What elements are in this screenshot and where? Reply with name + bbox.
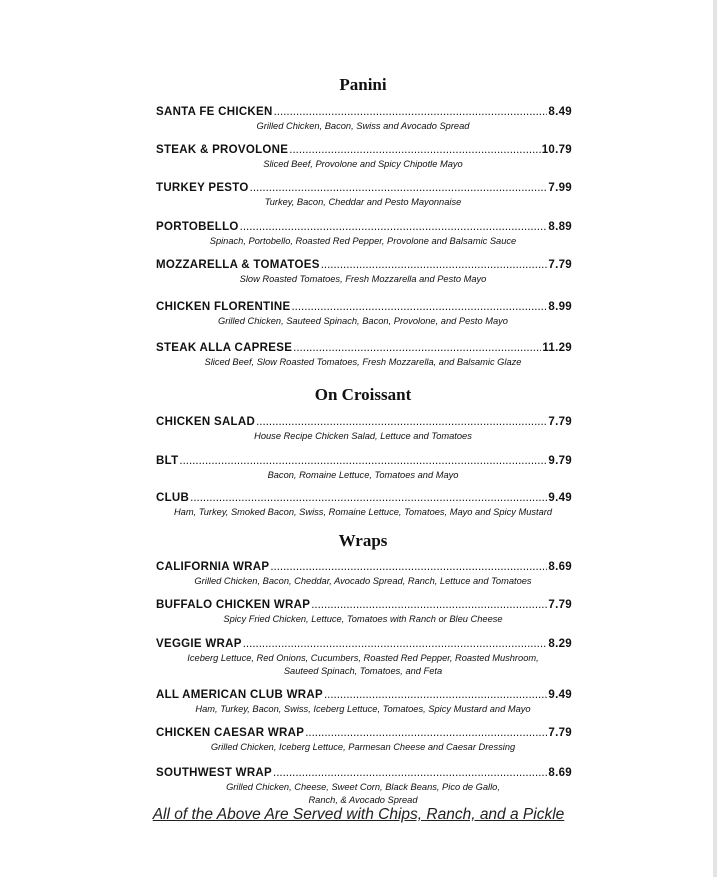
- item-price: 11.29: [542, 342, 572, 354]
- item-description: Bacon, Romaine Lettuce, Tomatoes and Mayo: [267, 470, 459, 480]
- menu-item-blt: [150, 455, 576, 482]
- section-title-wraps: Wraps: [338, 531, 388, 550]
- item-price: 8.49: [548, 106, 572, 118]
- item-description: Grilled Chicken, Bacon, Cheddar, Avocado Spread, Ranch, Lettuce and Tomatoes: [194, 576, 532, 586]
- item-price: 7.99: [548, 182, 572, 194]
- page-edge: [713, 0, 717, 877]
- item-description: Iceberg Lettuce, Red Onions, Cucumbers, Roasted Red Pepper, Roasted Mushroom,: [187, 653, 539, 663]
- dot-leader: [256, 416, 547, 428]
- dot-leader: [190, 492, 547, 504]
- item-price: 7.79: [548, 259, 572, 271]
- item-name: SANTA FE CHICKEN: [156, 106, 273, 118]
- item-price: 9.49: [548, 492, 572, 504]
- item-price: 7.79: [548, 416, 572, 428]
- item-name: CHICKEN FLORENTINE: [156, 301, 291, 313]
- menu-item-club: [150, 492, 576, 519]
- item-description: House Recipe Chicken Salad, Lettuce and Tomatoes: [254, 431, 472, 441]
- item-name: TURKEY PESTO: [156, 182, 249, 194]
- item-price: 8.89: [548, 221, 572, 233]
- item-description: Slow Roasted Tomatoes, Fresh Mozzarella and Pesto Mayo: [239, 274, 487, 284]
- dot-leader: [291, 301, 547, 313]
- item-price: 7.79: [548, 599, 572, 611]
- menu-item-portobello: [150, 221, 576, 248]
- menu-item-veggie-wrap: [150, 638, 576, 678]
- menu-item-steak-alla-caprese: [150, 342, 576, 369]
- section-title-on-croissant: On Croissant: [314, 385, 412, 404]
- item-name: MOZZARELLA & TOMATOES: [156, 259, 320, 271]
- item-description: Turkey, Bacon, Cheddar and Pesto Mayonnaise: [264, 197, 462, 207]
- item-description: Grilled Chicken, Bacon, Swiss and Avocado Spread: [256, 121, 470, 131]
- item-name: CHICKEN CAESAR WRAP: [156, 727, 305, 739]
- item-name: VEGGIE WRAP: [156, 638, 242, 650]
- item-description: Grilled Chicken, Iceberg Lettuce, Parmesan Cheese and Caesar Dressing: [210, 742, 516, 752]
- item-name: CLUB: [156, 492, 190, 504]
- dot-leader: [321, 259, 548, 271]
- menu-item-chicken-salad: [150, 416, 576, 443]
- item-description: Sliced Beef, Slow Roasted Tomatoes, Fresh Mozzarella, and Balsamic Glaze: [204, 357, 522, 367]
- item-price: 8.29: [548, 638, 572, 650]
- item-name: STEAK ALLA CAPRESE: [156, 342, 293, 354]
- item-price: 7.79: [548, 727, 572, 739]
- dot-leader: [240, 221, 548, 233]
- dot-leader: [324, 689, 547, 701]
- item-name: STEAK & PROVOLONE: [156, 144, 289, 156]
- dot-leader: [250, 182, 548, 194]
- menu-item-california-wrap: [150, 561, 576, 588]
- item-description: Grilled Chicken, Cheese, Sweet Corn, Black Beans, Pico de Gallo,: [226, 782, 500, 792]
- item-description: Ham, Turkey, Bacon, Swiss, Iceberg Lettuce, Tomatoes, Spicy Mustard and Mayo: [195, 704, 531, 714]
- item-description-continued: Ranch, & Avocado Spread: [308, 795, 418, 805]
- dot-leader: [274, 106, 548, 118]
- item-price: 8.69: [548, 767, 572, 779]
- dot-leader: [270, 561, 547, 573]
- menu-item-southwest-wrap: [150, 767, 576, 807]
- item-price: 8.99: [548, 301, 572, 313]
- dot-leader: [289, 144, 540, 156]
- item-name: CHICKEN SALAD: [156, 416, 256, 428]
- menu-item-buffalo-chicken-wrap: [150, 599, 576, 626]
- menu-item-all-american-club-wrap: [150, 689, 576, 716]
- dot-leader: [243, 638, 548, 650]
- item-name: BLT: [156, 455, 179, 467]
- item-description: Ham, Turkey, Smoked Bacon, Swiss, Romaine Lettuce, Tomatoes, Mayo and Spicy Mustard: [173, 507, 553, 517]
- menu-item-steak-provolone: [150, 144, 576, 171]
- item-description: Sliced Beef, Provolone and Spicy Chipotle Mayo: [263, 159, 463, 169]
- menu-item-chicken-caesar-wrap: [150, 727, 576, 754]
- footer-note: All of the Above Are Served with Chips, Ranch, and a Pickle: [152, 806, 565, 823]
- item-price: 10.79: [541, 144, 572, 156]
- item-name: CALIFORNIA WRAP: [156, 561, 270, 573]
- item-name: ALL AMERICAN CLUB WRAP: [156, 689, 323, 701]
- dot-leader: [305, 727, 547, 739]
- item-name: SOUTHWEST WRAP: [156, 767, 272, 779]
- menu-item-turkey-pesto: [150, 182, 576, 209]
- item-description: Grilled Chicken, Sauteed Spinach, Bacon, Provolone, and Pesto Mayo: [218, 316, 508, 326]
- dot-leader: [273, 767, 547, 779]
- item-price: 9.49: [548, 689, 572, 701]
- item-name: BUFFALO CHICKEN WRAP: [156, 599, 311, 611]
- item-description-continued: Sauteed Spinach, Tomatoes, and Feta: [283, 666, 443, 676]
- dot-leader: [293, 342, 541, 354]
- item-description: Spicy Fried Chicken, Lettuce, Tomatoes with Ranch or Bleu Cheese: [223, 614, 503, 624]
- menu-item-santa-fe-chicken: [150, 106, 576, 133]
- dot-leader: [311, 599, 547, 611]
- menu-item-mozzarella-tomatoes: [150, 259, 576, 286]
- item-description: Spinach, Portobello, Roasted Red Pepper, Provolone and Balsamic Sauce: [209, 236, 517, 246]
- menu-item-chicken-florentine: [150, 301, 576, 328]
- dot-leader: [179, 455, 547, 467]
- item-name: PORTOBELLO: [156, 221, 239, 233]
- section-title-panini: Panini: [339, 75, 387, 94]
- item-price: 8.69: [548, 561, 572, 573]
- item-price: 9.79: [548, 455, 572, 467]
